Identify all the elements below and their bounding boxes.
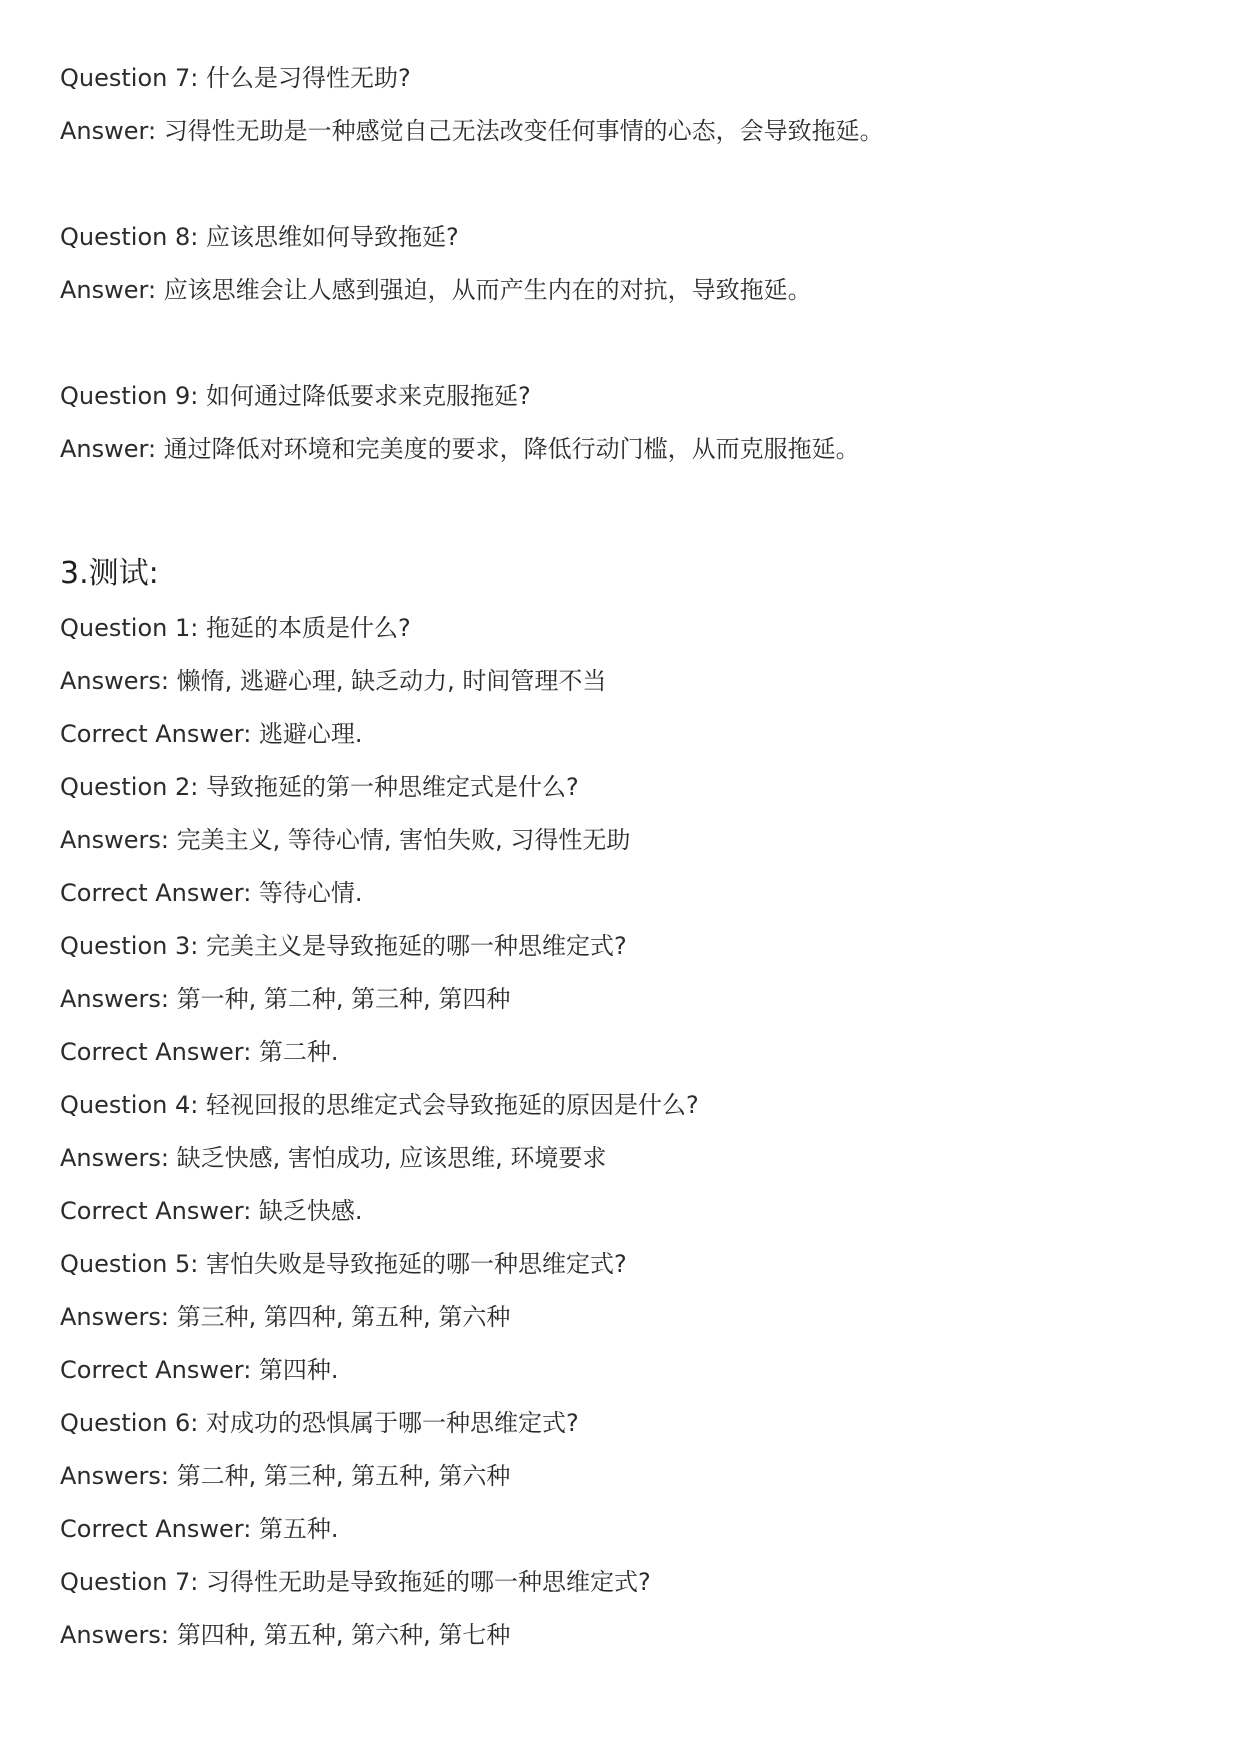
test-answers: Answers: 第一种, 第二种, 第三种, 第四种 <box>60 985 511 1013</box>
test-question: Question 6: 对成功的恐惧属于哪一种思维定式? <box>60 1409 579 1437</box>
test-question: Question 7: 习得性无助是导致拖延的哪一种思维定式? <box>60 1568 651 1596</box>
test-answers: Answers: 第三种, 第四种, 第五种, 第六种 <box>60 1303 511 1331</box>
test-question: Question 1: 拖延的本质是什么? <box>60 614 411 642</box>
qa-question: Question 9: 如何通过降低要求来克服拖延? <box>60 382 531 410</box>
test-question: Question 5: 害怕失败是导致拖延的哪一种思维定式? <box>60 1250 627 1278</box>
test-question: Question 3: 完美主义是导致拖延的哪一种思维定式? <box>60 932 627 960</box>
test-correct-answer: Correct Answer: 第二种. <box>60 1038 339 1066</box>
test-question: Question 2: 导致拖延的第一种思维定式是什么? <box>60 773 579 801</box>
qa-answer: Answer: 应该思维会让人感到强迫，从而产生内在的对抗，导致拖延。 <box>60 276 812 304</box>
test-answers: Answers: 完美主义, 等待心情, 害怕失败, 习得性无助 <box>60 826 631 854</box>
section-heading: 3.测试: <box>60 556 159 591</box>
test-answers: Answers: 第二种, 第三种, 第五种, 第六种 <box>60 1462 511 1490</box>
test-correct-answer: Correct Answer: 等待心情. <box>60 879 363 907</box>
test-answers: Answers: 第四种, 第五种, 第六种, 第七种 <box>60 1621 511 1649</box>
qa-answer: Answer: 习得性无助是一种感觉自己无法改变任何事情的心态，会导致拖延。 <box>60 117 884 145</box>
qa-question: Question 7: 什么是习得性无助? <box>60 64 411 92</box>
test-question: Question 4: 轻视回报的思维定式会导致拖延的原因是什么? <box>60 1091 699 1119</box>
qa-question: Question 8: 应该思维如何导致拖延? <box>60 223 459 251</box>
test-correct-answer: Correct Answer: 逃避心理. <box>60 720 363 748</box>
qa-answer: Answer: 通过降低对环境和完美度的要求，降低行动门槛，从而克服拖延。 <box>60 435 860 463</box>
test-correct-answer: Correct Answer: 缺乏快感. <box>60 1197 363 1225</box>
test-correct-answer: Correct Answer: 第四种. <box>60 1356 339 1384</box>
test-correct-answer: Correct Answer: 第五种. <box>60 1515 339 1543</box>
test-answers: Answers: 懒惰, 逃避心理, 缺乏动力, 时间管理不当 <box>60 667 607 695</box>
test-answers: Answers: 缺乏快感, 害怕成功, 应该思维, 环境要求 <box>60 1144 607 1172</box>
